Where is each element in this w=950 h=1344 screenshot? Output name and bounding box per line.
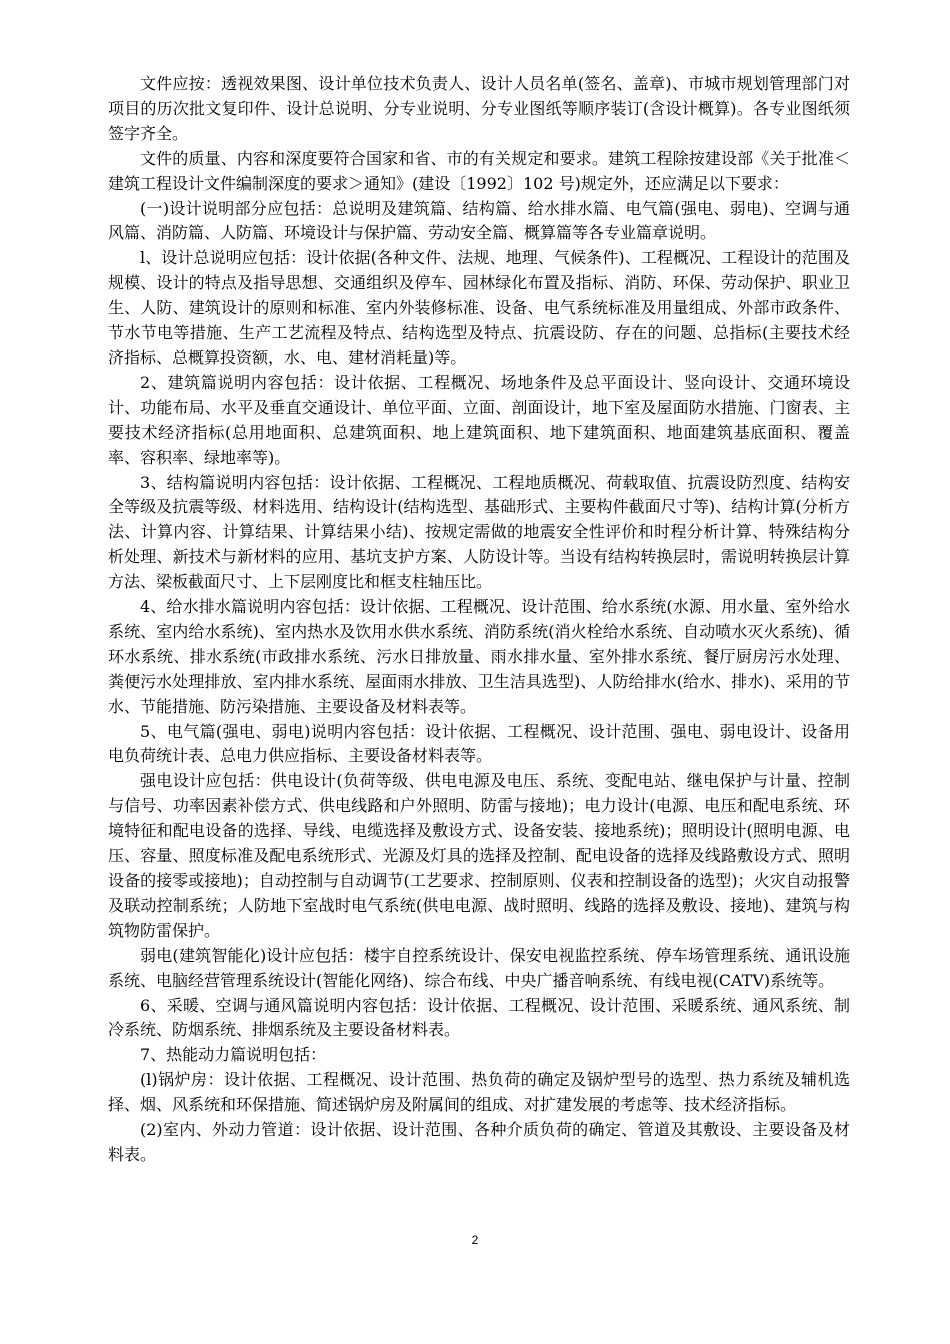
body-text <box>108 72 850 1168</box>
paragraph-water-supply-drainage: 4、给水排水篇说明内容包括：设计依据、工程概况、设计范围、给水系统(水源、用水量、室外给水系统、室内给水系统)、室内热水及饮用水供水系统、消防系统(消火栓给水系统、自动喷水灭火系统)、循环水系统、排水系统(市政排水系统、污水日排放量、雨水排水量、室外排水系统、餐厅厨房污水处理、粪便污水处理排放、室内排水系统、屋面雨水排放、卫生洁具选型)、人防给排水(给水、排水)、采用的节水、节能措施、防污染措施、主要设备及材料表等。 <box>108 597 850 716</box>
paragraph-structure: 3、结构篇说明内容包括：设计依据、工程概况、工程地质概况、荷载取值、抗震设防烈度、结构安全等级及抗震等级、材料选用、结构设计(结构选型、基础形式、主要构件截面尺寸等)、结构计算(分析方法、计算内容、计算结果、计算结果小结)、按规定需做的地震安全性评价和时程分析计算、特殊结构分析处理、新技术与新材料的应用、基坑支护方案、人防设计等。当设有结构转换层时，需说明转换层计算方法、梁板截面尺寸、上下层刚度比和框支柱轴压比。 <box>108 472 850 592</box>
paragraph-architecture: 2、建筑篇说明内容包括：设计依据、工程概况、场地条件及总平面设计、竖向设计、交通环境设计、功能布局、水平及垂直交通设计、单位平面、立面、剖面设计，地下室及屋面防水措施、门窗表、主要技术经济指标(总用地面积、总建筑面积、地上建筑面积、地下建筑面积、地面建筑基底面积、覆盖率、容积率、绿地率等)。 <box>108 372 850 467</box>
paragraph-thermal-power: 7、热能动力篇说明包括： <box>140 1045 327 1065</box>
paragraph-boiler-room: (l)锅炉房：设计依据、工程概况、设计范围、热负荷的确定及锅炉型号的选型、热力系统及辅机选择、烟、风系统和环保措施、简述锅炉房及附属间的组成、对扩建发展的考虑等、技术经济指标。 <box>108 1070 850 1115</box>
paragraph-general-description: l、设计总说明应包括：设计依据(各种文件、法规、地理、气候条件)、工程概况、工程设计的范围及规模、设计的特点及指导思想、交通组织及停车、园林绿化布置及指标、消防、环保、劳动保护、职业卫生、人防、建筑设计的原则和标准、室内外装修标准、设备、电气系统标准及用量组成、外部市政条件、节水节电等措施、生产工艺流程及特点、结构选型及特点、抗震设防、存在的问题、总指标(主要技术经济指标、总概算投资额，水、电、建材消耗量)等。 <box>108 248 850 367</box>
paragraph-electrical: 5、电气篇(强电、弱电)说明内容包括：设计依据、工程概况、设计范围、强电、弱电设计、设备用电负荷统计表、总电力供应指标、主要设备材料表等。 <box>108 721 850 766</box>
paragraph-weak-current: 弱电(建筑智能化)设计应包括：楼宇自控系统设计、保安电视监控系统、停车场管理系统、通讯设施系统、电脑经营管理系统设计(智能化网络)、综合布线、中央广播音响系统、有线电视(CATV)系统等。 <box>108 945 850 990</box>
page-number: 2 <box>471 1233 479 1247</box>
paragraph-hvac: 6、采暖、空调与通风篇说明内容包括：设计依据、工程概况、设计范围、采暖系统、通风系统、制冷系统、防烟系统、排烟系统及主要设备材料表。 <box>108 995 850 1040</box>
paragraph-strong-current: 强电设计应包括：供电设计(负荷等级、供电电源及电压、系统、变配电站、继电保护与计量、控制与信号、功率因素补偿方式、供电线路和户外照明、防雷与接地)；电力设计(电源、电压和配电系统、环境特征和配电设备的选择、导线、电缆选择及敷设方式、设备安装、接地系统)；照明设计(照明电源、电压、容量、照度标准及配电系统形式、光源及灯具的选择及控制、配电设备的选择及线路敷设方式、照明设备的接零或接地)；自动控制与自动调节(工艺要求、控制原则、仪表和控制设备的选型)；火灾自动报警及联动控制系统；人防地下室战时电气系统(供电电源、战时照明、线路的选择及敷设、接地)、建筑与构筑物防雷保护。 <box>108 771 850 940</box>
paragraph-binding-order: 文件应按：透视效果图、设计单位技术负责人、设计人员名单(签名、盖章)、市城市规划管理部门对项目的历次批文复印件、设计总说明、分专业说明、分专业图纸等顺序装订(含设计概算)。各专业图纸须签字齐全。 <box>108 74 850 143</box>
paragraph-power-piping: (2)室内、外动力管道：设计依据、设计范围、各种介质负荷的确定、管道及其敷设、主要设备及材料表。 <box>108 1120 850 1164</box>
paragraph-quality-requirements: 文件的质量、内容和深度要符合国家和省、市的有关规定和要求。建筑工程除按建设部《关于批准＜建筑工程设计文件编制深度的要求＞通知》(建设〔1992〕102 号)规定外，还应满足以下要求： <box>108 148 850 193</box>
paragraph-design-description: (一)设计说明部分应包括：总说明及建筑篇、结构篇、给水排水篇、电气篇(强电、弱电)、空调与通风篇、消防篇、人防篇、环境设计与保护篇、劳动安全篇、概算篇等各专业篇章说明。 <box>108 198 850 243</box>
